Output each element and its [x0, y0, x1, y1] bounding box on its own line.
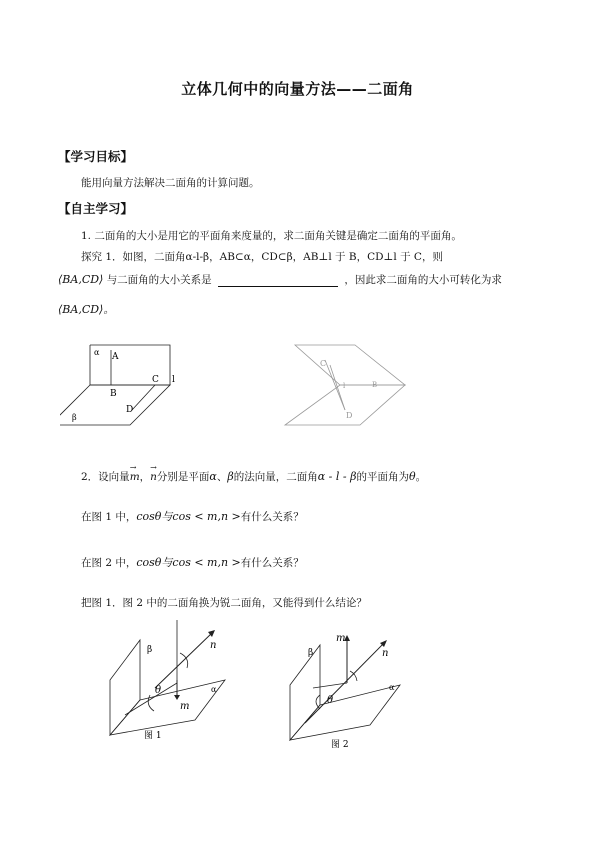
- section-heading-self-study: 【自主学习】: [58, 201, 134, 216]
- figure-1: [100, 620, 270, 745]
- fig1-label-beta: β: [147, 645, 153, 655]
- plane-upper-outline: [295, 345, 405, 385]
- item2-comma: 、: [216, 471, 228, 483]
- fig1-plane-alpha: [110, 680, 225, 735]
- fig2-plane-alpha: [290, 685, 400, 740]
- item2-line: [81, 470, 426, 484]
- fig1-label-n: n: [210, 640, 217, 651]
- explore-line2: [58, 273, 502, 287]
- symbol-theta: θ: [408, 470, 416, 483]
- fig2-plane-beta: [290, 645, 320, 740]
- fig2-label-alpha: α: [389, 683, 395, 692]
- item2-mid: 分别是平面: [156, 471, 210, 483]
- q1-math: cosθ与cos < m,n >: [136, 510, 241, 523]
- fig2-label-beta: β: [308, 648, 314, 658]
- section-heading-goals: 【学习目标】: [58, 149, 134, 164]
- item2-mid2: 的法向量，二面角: [233, 471, 318, 483]
- explore-line3: [58, 303, 114, 317]
- symbol-alpha: α: [209, 470, 217, 483]
- dihedral-expression: α - l - β: [317, 470, 357, 483]
- question-fig1: [81, 510, 304, 524]
- fig2-label-theta: θ: [327, 695, 334, 706]
- fig1-arrowhead-m: [174, 695, 180, 700]
- fig2-vector-n: [305, 642, 385, 723]
- item2-end: 。: [415, 471, 427, 483]
- label-B-b: B: [372, 381, 378, 389]
- figure-b-dihedral: [280, 340, 420, 435]
- figure-2: [285, 625, 415, 755]
- question-acute: 把图 1．图 2 中的二面角换为锐二面角，又能得到什么结论？: [81, 597, 367, 609]
- vector-pair-expression: ⟨BA,CD⟩: [58, 273, 104, 286]
- fig2-caption: 图 2: [331, 740, 349, 750]
- question-fig2: [81, 556, 304, 570]
- label-D: D: [126, 405, 134, 415]
- fig1-caption: 图 1: [144, 731, 162, 741]
- item1-text: 1. 二面角的大小是用它的平面角来度量的，求二面角关键是确定二面角的平面角。: [81, 230, 462, 242]
- explore-line1: 探究 1．如图，二面角α-l-β，AB⊂α，CD⊂β，AB⊥l 于 B，CD⊥l 于 C，则: [81, 251, 443, 263]
- page-title: 立体几何中的向量方法——二面角: [181, 80, 414, 98]
- label-l: l: [172, 375, 175, 385]
- label-C: C: [152, 375, 159, 385]
- plane-lower-outline: [285, 385, 405, 425]
- fig2-label-m: m: [336, 633, 346, 644]
- q1-pre: 在图 1 中，: [81, 511, 137, 523]
- goals-text: 能用向量方法解决二面角的计算问题。: [81, 177, 260, 189]
- q1-post: 有什么关系？: [240, 511, 304, 523]
- fig2-theta-arc: [316, 695, 320, 709]
- label-C-b: C: [320, 359, 327, 368]
- fig2-label-n: n: [382, 648, 389, 659]
- item2-sep: ，: [139, 471, 151, 483]
- item2-pre: 2．设向量: [81, 471, 130, 483]
- vector-n: → n: [150, 470, 157, 484]
- item2-mid3: 的平面角为: [356, 471, 409, 483]
- label-B: B: [110, 389, 117, 399]
- vector-pair-expression-2: ⟨BA,CD⟩。: [58, 303, 115, 316]
- fig1-vector-line-beta: [125, 683, 177, 715]
- fig1-label-alpha: α: [211, 685, 217, 694]
- vector-m: → m: [130, 470, 140, 484]
- q2-pre: 在图 2 中，: [81, 557, 137, 569]
- label-l-b: l: [343, 382, 346, 390]
- fig1-label-theta: θ: [155, 685, 162, 696]
- label-A: A: [112, 352, 119, 362]
- fig1-vector-n: [155, 632, 213, 688]
- explore-line2-mid: 与二面角的大小关系是: [106, 274, 212, 286]
- q2-math: cosθ与cos < m,n >: [136, 556, 241, 569]
- label-beta: β: [72, 413, 77, 422]
- symbol-beta: β: [227, 470, 234, 483]
- label-alpha: α: [94, 348, 100, 357]
- answer-blank[interactable]: [218, 275, 338, 287]
- segment-CD: [132, 385, 155, 410]
- fig1-label-m: m: [180, 701, 190, 712]
- q2-post: 有什么关系？: [240, 557, 304, 569]
- figure-a-dihedral: [60, 340, 220, 430]
- fig1-plane-beta: [110, 640, 140, 735]
- explore-line2-post: ，因此求二面角的大小可转化为求: [344, 274, 502, 286]
- label-D-b: D: [346, 411, 353, 420]
